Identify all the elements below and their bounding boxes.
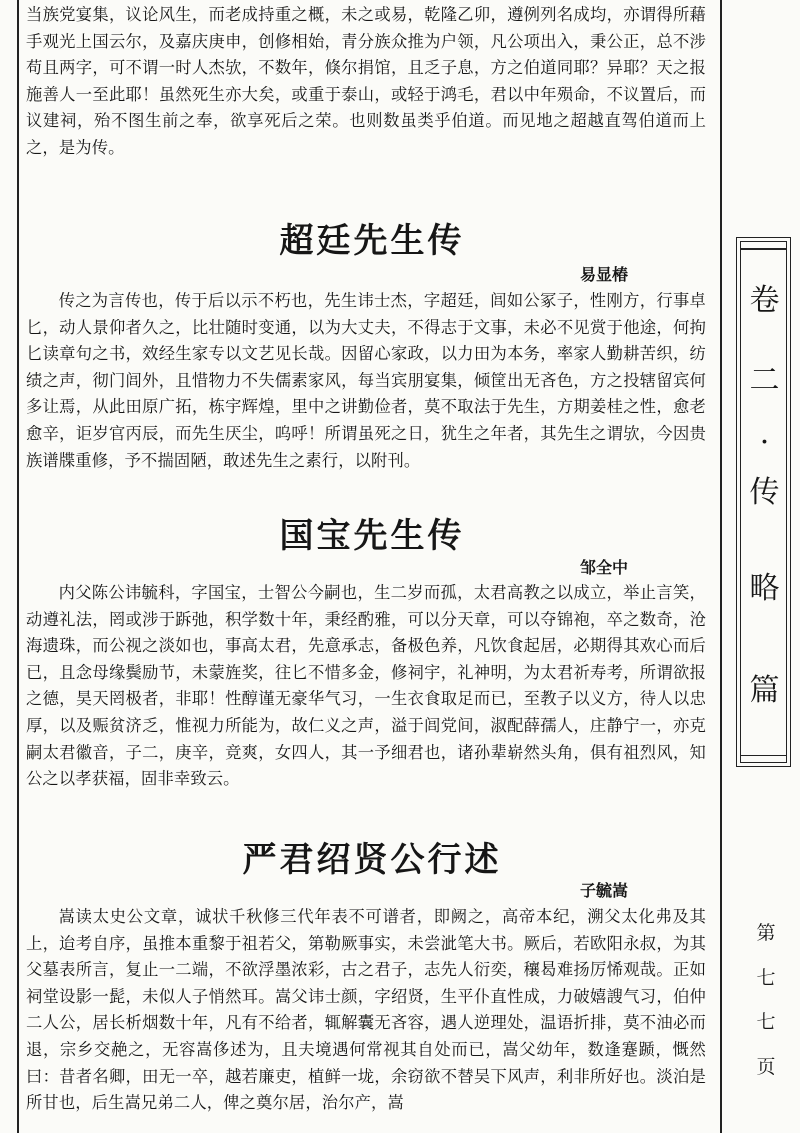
side-tab-char: 二 <box>749 363 780 398</box>
section-title: 严君绍贤公行述 <box>242 840 502 880</box>
section-title: 国宝先生传 <box>279 516 465 556</box>
section-author: 易显椿 <box>580 265 629 284</box>
side-tab-char: 篇 <box>749 673 780 708</box>
page-number-char: 七 <box>756 967 776 989</box>
side-tab-char: 传 <box>749 475 780 510</box>
section-body: 传之为言传也，传于后以示不朽也，先生讳士杰，字超廷，闾如公冢子，性刚方，行事卓匕，动人景仰者久之，比壮随时变通，以为大丈夫，不得志于文事，未必不见赏于他途，何拘匕读章句之书，效经生家专以文艺见长哉。因留心家政，以力田为本务，率家人勤耕苦织，纺绩之声，彻门闾外，且惜物力不失儒素家风，每当宾朋宴集，倾筐出无吝色，方之投辖留宾何多让焉，从此田原广拓，栋宇辉煌，里中之讲勤俭者，莫不取法于先生，方期姜桂之性，愈老愈辛，讵岁官丙辰，而先生厌尘，呜呼！所谓虽死之日，犹生之年者，其先生之谓欤，今因贵族谱牒重修，予不揣固陋，敢述先生之素行，以附刊。 <box>26 291 706 470</box>
section-body: 嵩读太史公文章，诚状千秋修三代年表不可谱者，即阙之，高帝本纪，溯父太化弗及其上，迨考自序，虽推本重黎于祖若父，第勒厥事实，未尝泚笔大书。厥后，若欧阳永叔，为其父墓表所言，复止一二端，不欲浮墨浓彩，古之君子，志先人衍奕，穰曷难扬厉悕观哉。正如祠堂设影一髭，未似人子悄然耳。嵩父讳士颜，字绍贤，生平仆直性成，力破嬉謏气习，伯仲二人公，居长析烟数十年，凡有不给者，辄解囊无吝容，遇人逆理处，温语折排，莫不油必而退，宗乡交赩之，无容嵩侈述为，且夫境遇何常视其自处而已，嵩父幼年，数逢蹇踬，慨然曰：昔者名卿，田无一卒，越若廉吏，植鲜一垅，余窃欲不替吴下风声，利非所好也。淡泊是所甘也，后生嵩兄弟二人，俾之奠尔居，治尔产，嵩 <box>26 907 706 1113</box>
section-author: 子毓嵩 <box>580 881 629 900</box>
side-tab-char: · <box>759 425 770 460</box>
side-tab-char: 略 <box>749 571 780 606</box>
section-author: 邹全中 <box>580 558 629 577</box>
page-number-char: 第 <box>756 922 776 944</box>
section-body: 内父陈公讳毓科，字国宝，士智公今嗣也，生二岁而孤，太君高教之以成立，举止言笑，动遵礼法，罔或涉于跅弛，积学数十年，秉经酌雅，可以分天章，可以夺锦袍，卒之数奇，沧海遗珠，而公视之淡如也，事高太君，先意承志，备极色养，凡饮食起居，必期得其欢心而后已，且念母缘鬓励节，未蒙旌奖，往匕不惜多金，修祠宇，礼神明，为太君祈寿考，所谓欲报之德，昊天罔极者，非耶！性醇谨无豪华气习，一生衣食取足而已，至教子以义方，待人以忠厚，以及赈贫济乏，惟视力所能为，故仁义之声，溢于闾党间，淑配薛孺人，庄静宁一，亦克嗣太君徽音，子二，庚辛，竞爽，女四人，其一予细君也，诸孙辈崭然头角，俱有祖烈风，知公之以孝获福，固非幸致云。 <box>26 583 706 789</box>
section-title: 超廷先生传 <box>279 221 465 261</box>
chapter-side-tab <box>736 237 791 767</box>
side-tab-top-rule <box>740 248 787 250</box>
page-number-char: 页 <box>756 1056 776 1078</box>
side-tab-char: 卷 <box>749 283 780 318</box>
side-tab-bottom-rule <box>740 755 787 757</box>
intro-paragraph: 当族党宴集，议论风生，而老成持重之概，未之或易，乾隆乙卯，遵例列名成均，亦谓得所藉手观光上国云尔，及嘉庆庚申，创修相始，青分族众推为户领，凡公项出入，秉公正，总不涉苟且两字，可不谓一时人杰欤，不数年，倏尔捐馆，且乏子息，方之伯道同耶？异耶？天之报施善人一至此耶！虽然死生亦大矣，或重于泰山，或轻于鸿毛，君以中年殒命，不议置后，而议建祠，殆不图生前之奉，欲享死后之荣。也则数虽类乎伯道。而见地之超越直驾伯道而上之，是为传。 <box>26 5 706 157</box>
page-number-char: 七 <box>756 1011 776 1033</box>
